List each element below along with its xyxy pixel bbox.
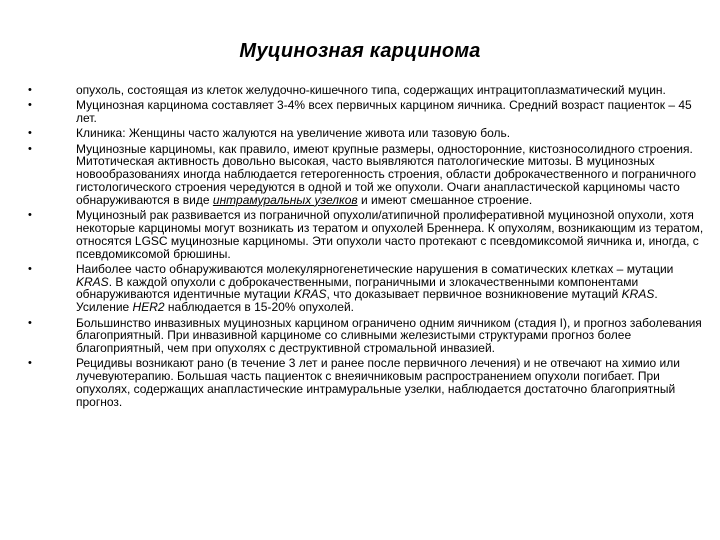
bullet-dot-icon: • bbox=[28, 99, 32, 112]
bullet-dot-icon: • bbox=[28, 84, 32, 96]
bullet-item bbox=[24, 143, 704, 207]
emphasized-term: KRAS bbox=[293, 287, 327, 302]
bullet-text-run: Большинство инвазивных муцинозных карцином ограничено одним яичником (стадия I), и прогноз заболевания благоприятный. При инвазивной карциноме со сливными железистыми структурами прогноз более благоприятный, чем при опухолях с деструктивной стромальной инвазией. bbox=[76, 315, 702, 356]
bullet-text-run: Муцинозный рак развивается из пограничной опухоли/атипичной пролиферативной муцинозной опухоли, хотя некоторые карциномы могут возникать из тератом и опухолей Бреннера. К опухолям, возникающим из тератом, относятся LGSC муцинозные карциномы. Эти опухоли часто протекают с псевдомиксомой яичника и, иногда, с псевдомиксомой брюшины. bbox=[76, 208, 704, 261]
bullet-dot-icon: • bbox=[28, 209, 32, 222]
bullet-text bbox=[76, 83, 666, 97]
bullet-dot-icon: • bbox=[28, 262, 32, 275]
bullet-dot-icon: • bbox=[28, 357, 32, 370]
bullet-text-run: Рецидивы возникают рано (в течение 3 лет и ранее после первичного лечения) и не отвечают на химио или лучевуютерапию. Большая часть пациенток с внеяичниковым распространением опухоли погибает. При опухолях, содержащих анапластические интрамуральные узелки, наблюдается достаточно благоприятный прогноз. bbox=[76, 356, 680, 409]
bullet-text-run: Муцинозная карцинома составляет 3-4% всех первичных карцином яичника. Средний возраст пациенток – 45 лет. bbox=[76, 98, 692, 126]
bullet-dot-icon: • bbox=[28, 142, 32, 155]
bullet-text bbox=[76, 142, 696, 207]
bullet-dot-icon: • bbox=[28, 127, 32, 140]
bullet-list bbox=[24, 84, 704, 411]
bullet-item bbox=[24, 84, 704, 97]
bullet-item bbox=[24, 99, 704, 125]
bullet-text-run: опухоль, состоящая из клеток желудочно-кишечного типа, содержащих интрацитоплазматический муцин. bbox=[76, 83, 666, 97]
bullet-text bbox=[76, 356, 680, 408]
bullet-item bbox=[24, 127, 704, 140]
bullet-text-run: и имеют смешанное строение. bbox=[357, 192, 533, 207]
bullet-item bbox=[24, 357, 704, 408]
bullet-dot-icon: • bbox=[28, 316, 32, 329]
bullet-text-run: . В каждой опухоли с доброкачественными, пограничными и злокачественными компонентами обнаруживаются идентичные мутации bbox=[76, 274, 639, 302]
bullet-text bbox=[76, 98, 692, 125]
bullet-item bbox=[24, 209, 704, 260]
emphasized-term: интрамуральных узелков bbox=[212, 192, 358, 207]
bullet-text-run: . Усиление bbox=[76, 287, 658, 315]
bullet-text bbox=[76, 262, 673, 314]
bullet-text-run: Клиника: Женщины часто жалуются на увеличение живота или тазовую боль. bbox=[76, 126, 511, 141]
slide-title: Муцинозная карцинома bbox=[239, 40, 481, 62]
bullet-text-run: Муцинозные карциномы, как правило, имеют крупные размеры, односторонние, кистозносолидного строения. Митотическая активность довольно высокая, часто выявляются патологические митозы. В муцинозных новообразованиях иногда наблюдается гетерогенность строения, области доброкачественного и пограничного гистологического строения чередуются в одной и той же опухоли. Очаги анапластической карциномы часто обнаруживаются в виде bbox=[76, 141, 697, 207]
bullet-text-run: наблюдается в 15-20% опухолей. bbox=[164, 300, 354, 315]
bullet-item bbox=[24, 263, 704, 314]
bullet-text bbox=[76, 126, 510, 140]
emphasized-term: KRAS bbox=[621, 287, 655, 302]
bullet-text bbox=[76, 208, 703, 260]
bullet-text bbox=[76, 316, 702, 356]
bullet-text-run: Наиболее часто обнаруживаются молекулярногенетические нарушения в соматических клетках – мутации bbox=[76, 261, 674, 276]
bullet-item bbox=[24, 317, 704, 355]
bullet-text-run: , что доказывает первичное возникновение мутаций bbox=[326, 287, 622, 302]
emphasized-term: KRAS bbox=[76, 274, 109, 289]
emphasized-term: HER2 bbox=[132, 300, 165, 315]
